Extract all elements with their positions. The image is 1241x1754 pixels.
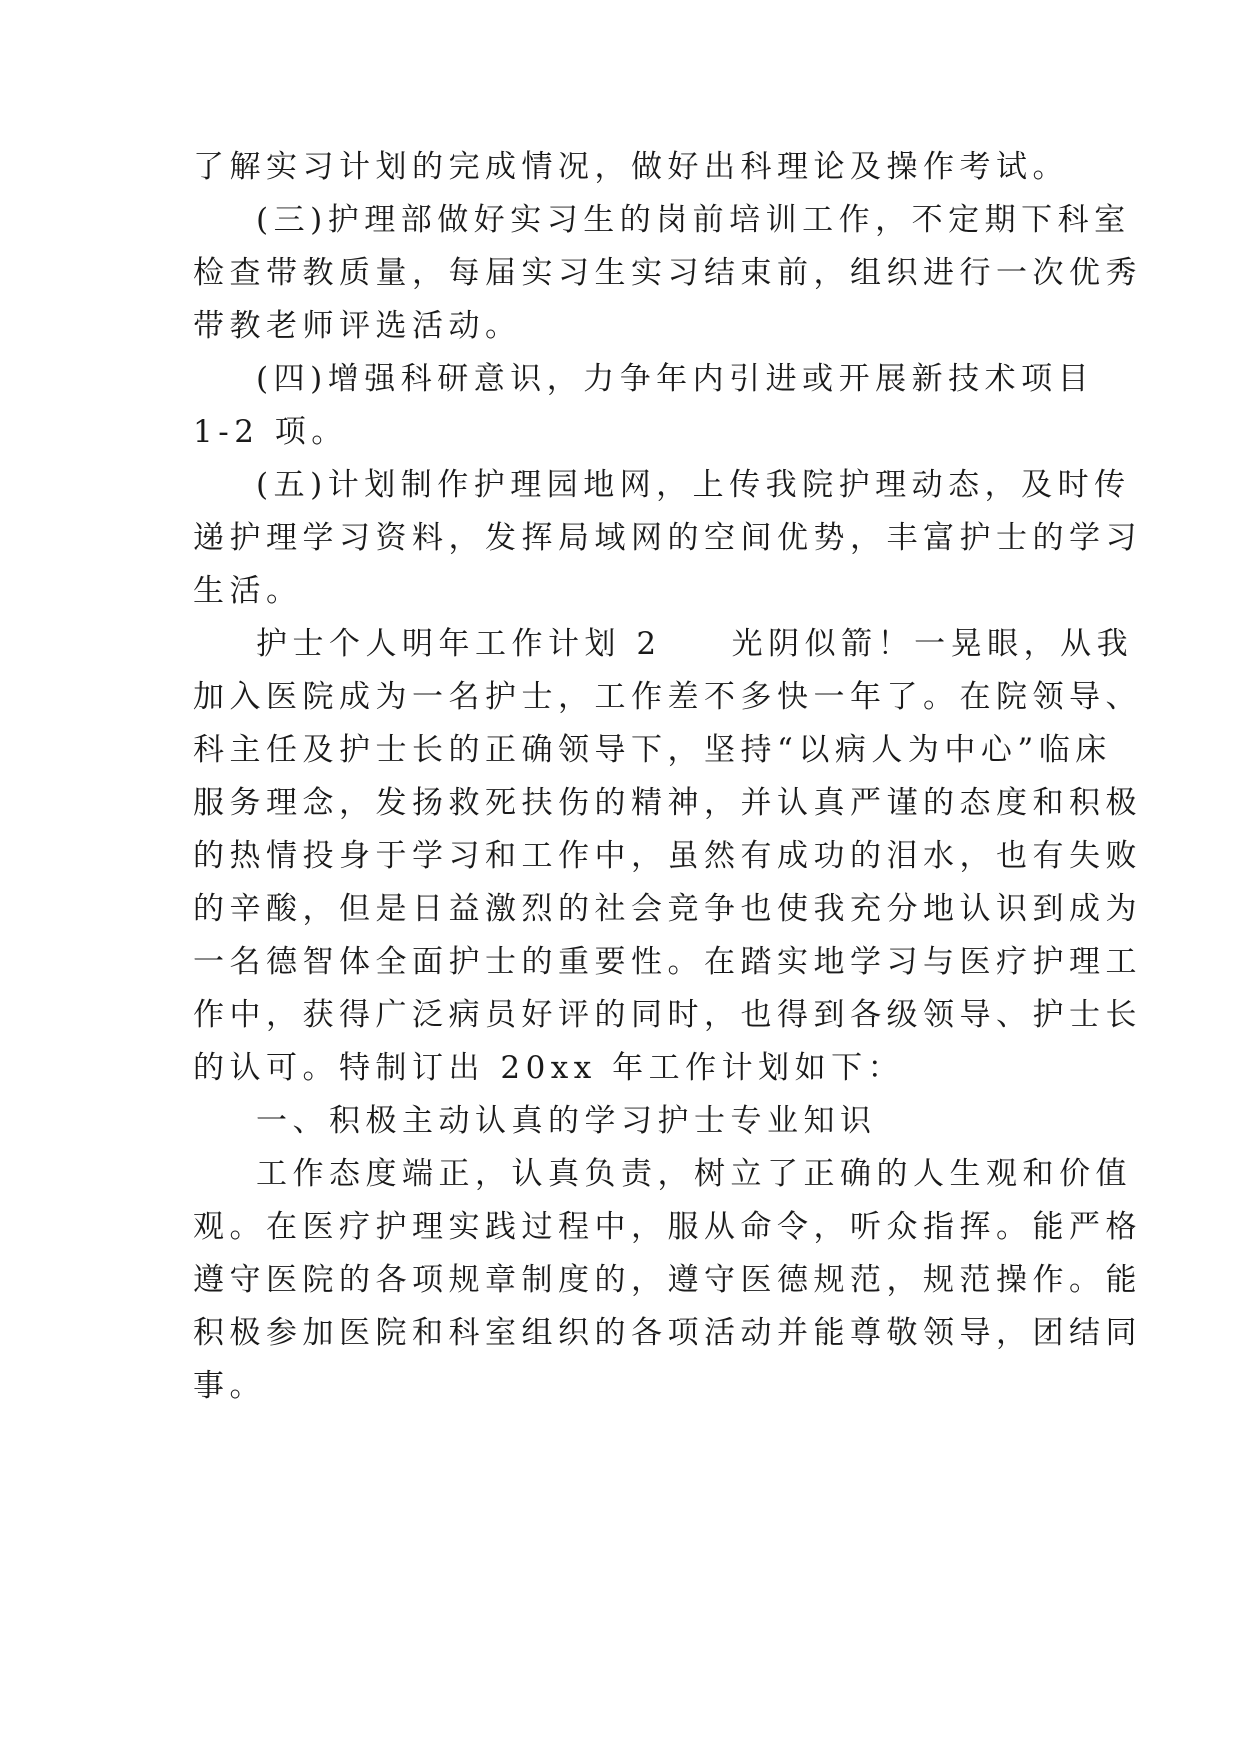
text-line: 一名德智体全面护士的重要性。在踏实地学习与医疗护理工 bbox=[193, 944, 1142, 980]
paragraph-heading-5: (五)计划制作护理园地网，上传我院护理动态，及时传 bbox=[256, 467, 1131, 503]
section-title: 护士个人明年工作计划 2 bbox=[256, 626, 662, 662]
text-line: 服务理念，发扬救死扶伤的精神，并认真严谨的态度和积极 bbox=[193, 785, 1142, 821]
text-fragment: 光阴似箭！一晃眼，从我 bbox=[731, 626, 1134, 662]
text-line: 的辛酸，但是日益激烈的社会竞争也使我充分地认识到成为 bbox=[193, 891, 1142, 927]
section-title-line bbox=[256, 624, 1133, 664]
text-line: 作中，获得广泛病员好评的同时，也得到各级领导、护士长 bbox=[193, 997, 1142, 1033]
paragraph-heading-3: (三)护理部做好实习生的岗前培训工作，不定期下科室 bbox=[256, 202, 1131, 238]
text-line: 事。 bbox=[193, 1368, 266, 1404]
text-line: 遵守医院的各项规章制度的，遵守医德规范，规范操作。能 bbox=[193, 1262, 1142, 1298]
text-line: 观。在医疗护理实践过程中，服从命令，听众指挥。能严格 bbox=[193, 1209, 1142, 1245]
paragraph-heading-4: (四)增强科研意识，力争年内引进或开展新技术项目 bbox=[256, 361, 1095, 397]
section-heading: 一、积极主动认真的学习护士专业知识 bbox=[256, 1103, 877, 1139]
text-line: 积极参加医院和科室组织的各项活动并能尊敬领导，团结同 bbox=[193, 1315, 1142, 1351]
text-line: 递护理学习资料，发挥局域网的空间优势，丰富护士的学习 bbox=[193, 520, 1142, 556]
text-line: 检查带教质量，每届实习生实习结束前，组织进行一次优秀 bbox=[193, 255, 1142, 291]
text-line: 科主任及护士长的正确领导下，坚持“以病人为中心”临床 bbox=[193, 732, 1112, 768]
text-line: 生活。 bbox=[193, 573, 303, 609]
text-line: 了解实习计划的完成情况，做好出科理论及操作考试。 bbox=[193, 149, 1069, 185]
text-line: 1-2 项。 bbox=[193, 414, 348, 450]
text-line: 加入医院成为一名护士，工作差不多快一年了。在院领导、 bbox=[193, 679, 1142, 715]
text-line: 的认可。特制订出 20xx 年工作计划如下： bbox=[193, 1050, 905, 1086]
text-line: 带教老师评选活动。 bbox=[193, 308, 522, 344]
text-line: 工作态度端正，认真负责，树立了正确的人生观和价值 bbox=[256, 1156, 1132, 1192]
text-line: 的热情投身于学习和工作中，虽然有成功的泪水，也有失败 bbox=[193, 838, 1142, 874]
